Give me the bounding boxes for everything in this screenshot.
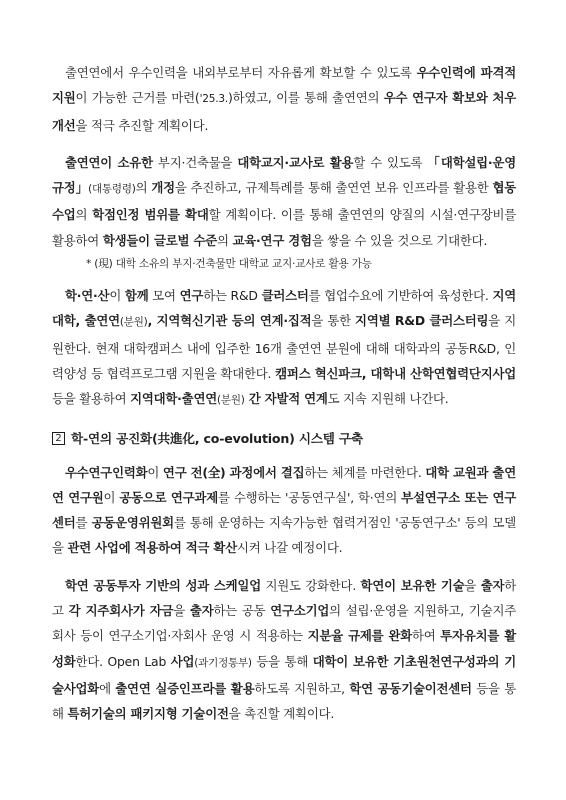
body-text: 에: [99, 680, 116, 696]
emphasis-text: 「대학설립·운영규정」: [52, 154, 516, 196]
emphasis-text: 캠퍼스 혁신파크, 대학내 산학연협력단지사업: [275, 365, 517, 381]
body-text: 이 가능한 근거를 마련(: [75, 90, 200, 106]
body-text: 를 협업수요에 기반하여 육성한다.: [308, 288, 493, 304]
emphasis-text: 우수인력에 파격적 지원: [52, 65, 516, 106]
body-text: 의: [135, 180, 152, 196]
emphasis-text: 부설연구소 또는 연구센터: [52, 489, 516, 531]
emphasis-text: 투자유치를 활성화: [52, 628, 516, 669]
emphasis-text: 클러스터: [261, 288, 309, 304]
emphasis-text: 학·연·산: [65, 288, 110, 304]
section-number: 2: [52, 432, 65, 445]
body-text: 의 설립·운영을 지원하고, 기술지주회사 등이 연구소기업·자회사 운영 시 적용하는: [52, 603, 516, 644]
emphasis-text: 대학이 보유한 기초원천연구성과의 기술사업화: [52, 653, 516, 696]
emphasis-text: 사업: [170, 653, 195, 669]
body-text: 을 지원한다. 현재 대학캠퍼스 내에 입주한 16개 출연연 분원에 대해 대학과의 공동R&D, 인력양성 등 협력프로그램 지원을 확대한다.: [52, 313, 516, 381]
emphasis-text: 대학교지·교사로 활용: [237, 154, 354, 170]
emphasis-text: 학연 공동투자 기반의 성과 스케일업: [65, 577, 261, 593]
emphasis-text: 지역별 R&D 클러스터링: [355, 313, 489, 329]
body-text: 을 쌓을 수 있을 것으로 기대한다.: [311, 232, 488, 248]
emphasis-text: 협동수업: [52, 180, 516, 223]
emphasis-text: 학연이 보유한 기술: [360, 577, 465, 593]
body-text: 을 촉진할 계획이다.: [228, 706, 335, 722]
body-text: 모여: [148, 288, 180, 304]
body-text: 이: [109, 288, 125, 304]
body-text: 하도록 지원하고,: [254, 680, 350, 696]
body-text: 한다. Open Lab: [75, 653, 171, 669]
body-text: 도 지속 지원해 나간다.: [327, 391, 449, 407]
body-text: 하고: [52, 577, 517, 619]
body-text: 하는 R&D: [203, 288, 262, 304]
paragraph-joint-investment: [52, 573, 516, 727]
emphasis-text: 함께: [124, 288, 149, 304]
body-text: 등을 통해: [251, 653, 313, 669]
emphasis-text: 학점인정 범위를 확대: [92, 207, 209, 223]
body-text: 을: [464, 577, 481, 593]
emphasis-text: 공동으로 연구과제: [119, 489, 218, 505]
small-text: (분원): [119, 316, 148, 329]
small-text: '25.3.: [199, 93, 228, 106]
body-text: 의: [216, 232, 233, 248]
body-text: 을 추진하고, 규제특례를 통해 출연연 보유 인프라를 활용한: [174, 180, 493, 196]
emphasis-text: 대학 교원과 출연연 연구원: [52, 464, 516, 505]
paragraph-talent: [52, 60, 516, 138]
body-text: 시켜 나갈 예정이다.: [236, 540, 343, 556]
body-text: 부지·건축물을: [152, 154, 238, 170]
emphasis-text: 우수연구인력화: [65, 464, 148, 480]
emphasis-text: 우수 연구자 확보와 처우 개선: [52, 90, 516, 133]
body-text: 할 수 있도록: [353, 154, 428, 170]
paragraph-rnd-cluster: [52, 283, 516, 413]
body-text: 를 통해 운영하는 지속가능한 협력거점인 '공동연구소' 등의 모델을: [52, 515, 516, 556]
paragraph-campus-facilities: [52, 150, 516, 253]
emphasis-text: 개정: [151, 180, 175, 196]
footnote: * (現) 대학 소유의 부지·건축물만 대학교 교지·교사로 활용 가능: [86, 258, 372, 271]
emphasis-text: 출자: [189, 603, 214, 619]
body-text: 이: [103, 489, 120, 505]
body-text: 이: [147, 464, 163, 480]
section-title: 학-연의 공진화(共進化, co-evolution) 시스템 구축: [71, 430, 363, 446]
body-text: 의: [75, 207, 93, 223]
emphasis-text: 연구 전(全) 과정에서 결집: [162, 464, 305, 480]
emphasis-text: , 지역혁신기관 등의 연계·집적: [147, 313, 312, 329]
body-text: )하였고, 이를 통해 출연연의: [227, 90, 384, 106]
body-text: 을: [173, 603, 190, 619]
body-text: 할 계획이다. 이를 통해 출연연의 양질의 시설·연구장비를 활용하여: [52, 207, 516, 248]
body-text: 하는 체계를 마련한다.: [304, 464, 426, 480]
emphasis-text: 출연연이 소유한: [65, 154, 153, 170]
emphasis-text: 지분율 규제를 완화: [307, 628, 413, 644]
body-text: 를: [75, 515, 92, 531]
body-text: 출연연에서 우수인력을 내외부로부터 자유롭게 확보할 수 있도록: [65, 65, 417, 80]
emphasis-text: 지역대학, 출연연: [52, 288, 516, 329]
emphasis-text: 관련 사업에 적용하여 적극 확산: [67, 540, 237, 556]
emphasis-text: 출연연 실증인프라를 활용: [115, 680, 255, 696]
emphasis-text: 교육·연구 경험: [232, 232, 312, 248]
emphasis-text: 특허기술의 패키지형 기술이전: [67, 706, 229, 722]
body-text: 등을 통해: [52, 680, 516, 722]
paragraph-joint-research: [52, 460, 516, 561]
body-text: 하는 공동: [213, 603, 271, 619]
emphasis-text: 출자: [480, 577, 505, 593]
section-heading: [52, 426, 516, 451]
body-text: 지원도 강화한다.: [260, 577, 361, 593]
small-text: (대통령령): [88, 183, 136, 196]
emphasis-text: 학생들이 글로벌 수준: [102, 232, 217, 248]
body-text: 을 통한: [311, 313, 356, 329]
emphasis-text: 지역대학·출연연: [130, 391, 217, 407]
body-text: 을 적극 추진할 계획이다.: [75, 117, 209, 133]
body-text: 등을 활용하여: [52, 391, 131, 407]
emphasis-text: 연구: [179, 288, 204, 304]
small-text: (분원): [217, 394, 245, 407]
emphasis-text: 각 지주회사가 자금: [68, 603, 174, 619]
emphasis-text: 간 자발적 연계: [244, 391, 328, 407]
emphasis-text: 공동운영위원회: [91, 515, 174, 531]
body-text: 하여: [412, 628, 441, 644]
small-text: (과기정통부): [194, 656, 252, 669]
body-text: 를 수행하는 '공동연구실', 학·연의: [217, 489, 402, 505]
emphasis-text: 연구소기업: [270, 603, 330, 619]
emphasis-text: 학연 공동기술이전센터: [349, 680, 472, 696]
